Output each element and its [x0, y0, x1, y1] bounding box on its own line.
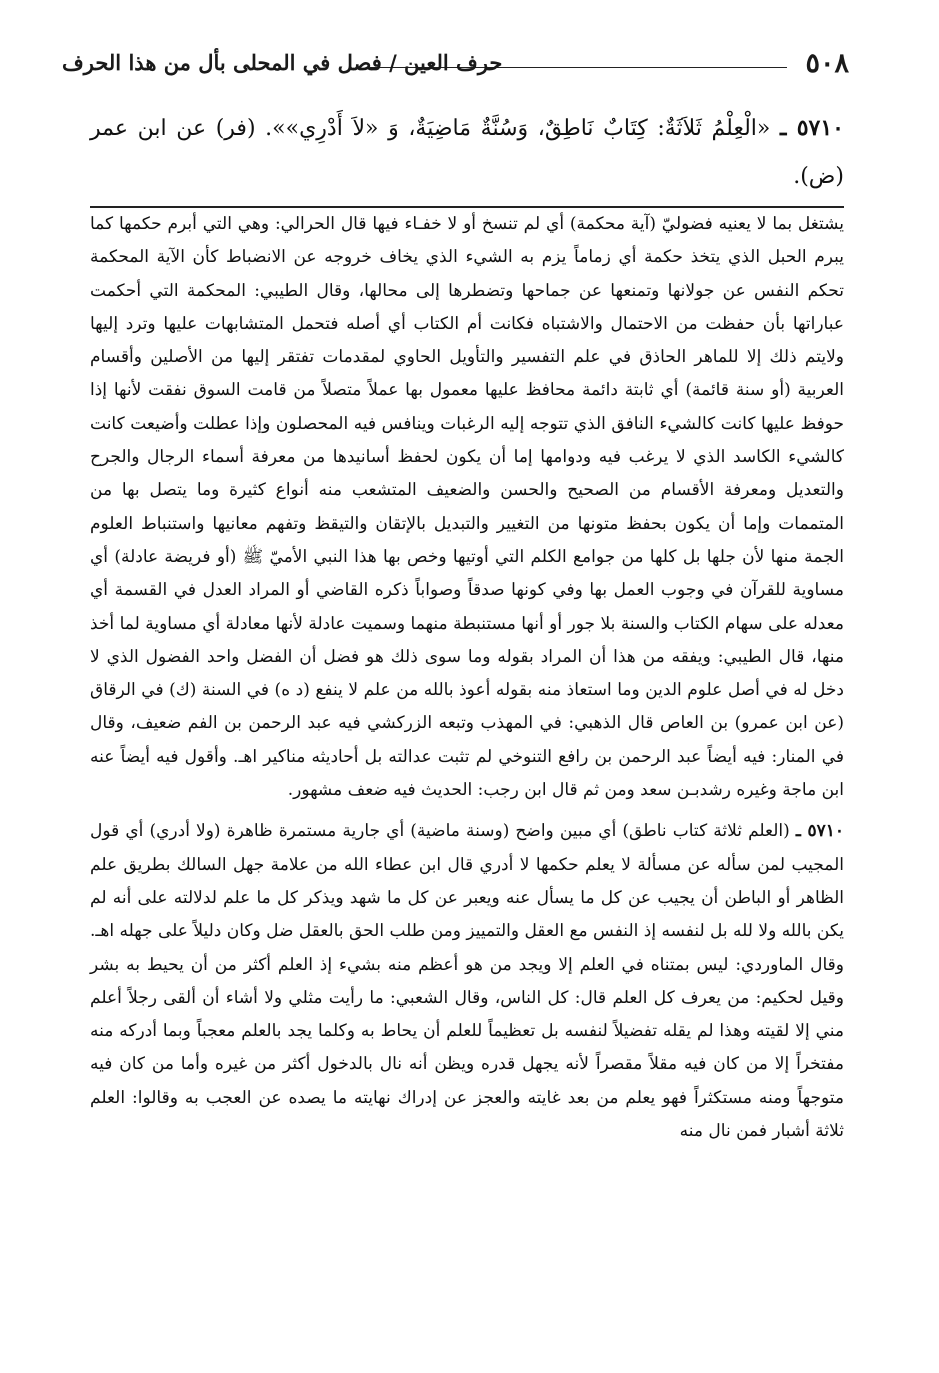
- hadith-number: ٥٧١٠ ـ: [779, 115, 844, 141]
- commentary-paragraph-2: [90, 815, 844, 1148]
- commentary-hadith-number: ٥٧١٠ ـ: [795, 821, 844, 842]
- hadith-body: «الْعِلْمُ ثَلاَثَةٌ: كِتَابٌ نَاطِقٌ، وَسُنَّةٌ مَاضِيَةٌ، وَ «لاَ أَدْرِي»». (فر) عن ابن عمر (ض).: [90, 116, 844, 189]
- commentary: [90, 208, 844, 1148]
- hadith-text: [90, 104, 844, 201]
- page-number: ٥٠٨: [805, 48, 849, 79]
- commentary-paragraph-2-text: (العلم ثلاثة كتاب ناطق) أي مبين واضح (وسنة ماضية) أي جارية مستمرة ظاهرة (ولا أدري) أي قول المجيب لمن سأله عن مسألة لا يعلم حكمها لا أدري قال ابن عطاء الله من علامة جهل السالك بطريق علم الظاهر أو الباطن أن يجيب عن كل ما يسأل عنه ويعبر عن كل ما شهد ويذكر كل ما علم لدلالته على أنه لم يكن بالله ولا لله بل لنفسه إذ النفس مع العقل والتمييز ومن طلب الحق بالعقل ضل وكان دليلاً على جهله اهـ. وقال الماوردي: ليس بمتناه في العلم إلا ويجد من هو أعظم منه بشيء إذ العلم أكثر من أن يحيط به بشر وقيل لحكيم: من يعرف كل العلم قال: كل الناس، وقال الشعبي: ما رأيت مثلي ولا أشاء أن ألقى رجلاً أعلم مني إلا لقيته وهذا لم يقله تفضيلاً لنفسه بل تعظيماً للعلم أن يحاط به وكلما يجد بالعلم معجباً وبما أدركه منه مفتخراً إلا من كان فيه مقلاً مقصراً لأنه يجهل قدره ويظن أنه نال بالدخول أكثر من غيره وأما من كان فيه متوجهاً ومنه مستكثراً فهو يعلم من بعد غايته والعجز عن إدراك نهايته ما يصده عن العجب به وقالوا: العلم ثلاثة أشبار فمن نال منه: [90, 821, 844, 1142]
- running-title: حرف العين / فصل في المحلى بأل من هذا الحرف: [62, 50, 503, 75]
- commentary-paragraph: يشتغل بما لا يعنيه فضوليّ (آية محكمة) أي لم تنسخ أو لا خفـاء فيها قال الحرالي: وهي التي أبرم حكمها كما يبرم الحبل الذي يتخذ حكمة أي زماماً يزم به الشيء الذي يخاف خروجه عن الانضباط كأن الآية المحكمة تحكم النفس عن جولانها وتمنعها عن جماحها وتضطرها إلى محالها، وقال الطيبي: المحكمة التي أحكمت عباراتها بأن حفظت من الاحتمال والاشتباه فكانت أم الكتاب أي أصله فتحمل المتشابهات عليها وترد إليها ولايتم ذلك إلا للماهر الحاذق في علم التفسير والتأويل الحاوي لمقدمات تفتقر إليها من الأصلين وأقسام العربية (أو سنة قائمة) أي ثابتة دائمة محافظ عليها معمول بها عملاً متصلاً من قامت السوق نفقت لأنها إذا حوفظ عليها كانت كالشيء النافق الذي تتوجه إليه الرغبات وينافس فيه المحصلون وإذا عطلت وأضيعت كانت كالشيء الكاسد الذي لا يرغب فيه ودوامها إما أن يكون لحفظ أسانيدها من معرفة أسماء الرجال والجرح والتعديل ومعرفة الأقسام من الصحيح والحسن والضعيف المتشعب منه أنواع كثيرة وما يتصل بها من المتممات وإما أن يكون بحفظ متونها من التغيير والتبديل بالإتقان والتيقظ وتفهم معانيها واستنباط العلوم الجمة منها لأن جلها بل كلها من جوامع الكلم التي أوتيها وخص بها هذا النبي الأميّ ﷺ (أو فريضة عادلة) أي مساوية للقرآن في وجوب العمل بها وفي كونها صدقاً وصواباً ذكره القاضي أو المراد العدل في القسمة أي معدله على سهام الكتاب والسنة بلا جور أو أنها مستنبطة منهما وسميت عادلة لأنها معادلة أي مساوية لما أخذ منها، قال الطيبي: ويفقه من هذا أن المراد بقوله وما سوى ذلك هو فضل أن الفضل واحد الفضول الذي لا دخل له في أصل علوم الدين وما استعاذ منه بقوله أعوذ بالله من علم لا ينفع (د ه) في السنة (ك) في الرقاق (عن ابن عمرو) بن العاص قال الذهبي: في المهذب وتبعه الزركشي فيه عبد الرحمن بن الفم ضعيف، وقال في المنار: فيه أيضاً عبد الرحمن بن رافع التنوخي لم تثبت عدالته بل أحاديثه مناكير اهـ. وأقول فيه أيضاً عنه ابن ماجة وغيره رشدبـن سعد ومن ثم قال ابن رجب: الحديث فيه ضعف مشهور.: [90, 214, 844, 801]
- page-header: [62, 42, 849, 86]
